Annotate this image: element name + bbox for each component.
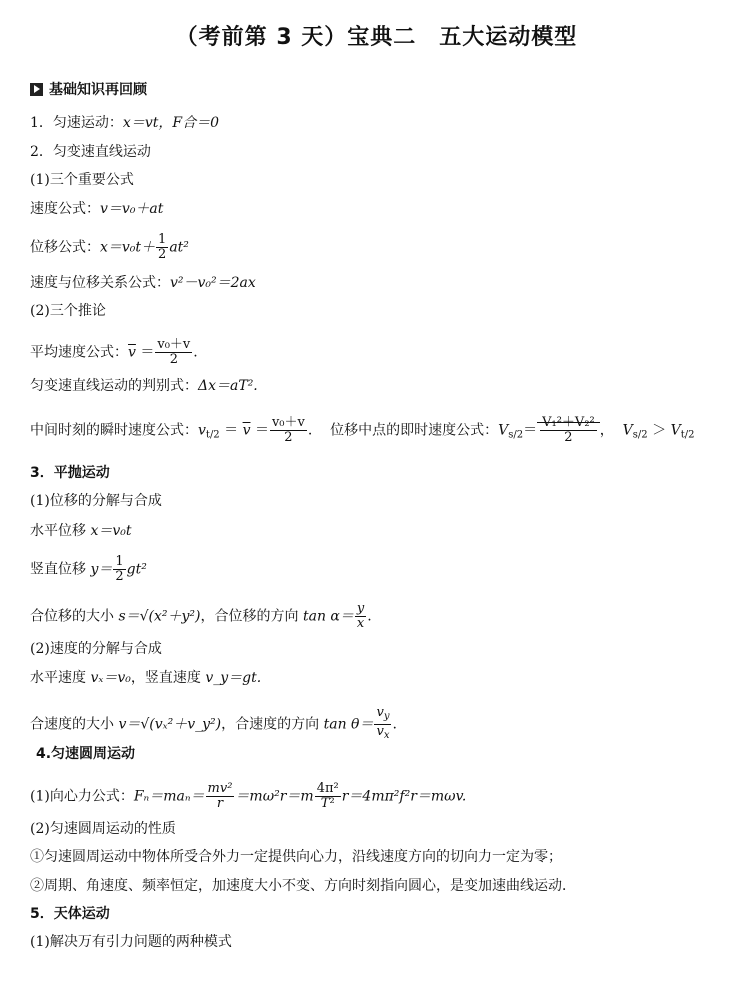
total-displacement: 合位移的大小 s＝√(x²＋y²)，合位移的方向 tan α＝ $\frac{y}{x}$ . bbox=[30, 601, 372, 631]
velocity-displacement-formula: 速度与位移关系公式：v²－v₀²＝2ax bbox=[30, 275, 256, 291]
property-2: ②周期、角速度、频率恒定，加速度大小不变、方向时刻指向圆心，是变加速曲线运动． bbox=[30, 878, 576, 894]
section-1: 1．匀速运动：x＝vt，F合＝0 bbox=[30, 115, 219, 131]
midpoint-velocity-formulas: 中间时刻的瞬时速度公式：$v_{t/2} = \overline{v}$ ＝ $\frac{\text{v₀＋v}}{2}$ . 位移中点的即时速度公式：$V_{s/2}=$ $\frac{\text{V₁²＋V₂²}}{2}$ ， $V_{s/2} > V_{t/2}$ bbox=[30, 415, 695, 445]
discriminant-formula: 匀变速直线运动的判别式：Δx＝aT². bbox=[30, 378, 258, 394]
velocity-components: 水平速度 vₓ＝v₀，竖直速度 v_y＝gt. bbox=[30, 670, 262, 686]
subsection-3-2: (2)速度的分解与合成 bbox=[30, 641, 162, 657]
property-1: ①匀速圆周运动中物体所受合外力一定提供向心力，沿线速度方向的切向力一定为零； bbox=[30, 849, 562, 865]
total-velocity: 合速度的大小 v＝√(vₓ²＋v_y²)，合速度的方向 tan θ＝ $\frac{v_y}{v_x}$ . bbox=[30, 705, 397, 741]
displacement-formula: 位移公式：x＝v₀t＋ $\frac{1}{2}$ at² bbox=[30, 232, 189, 262]
centripetal-force-formula: (1)向心力公式：Fₙ＝maₙ＝ $\frac{\text{mv²}}{r}$ ＝mω²r＝m $\frac{\text{4π²}}{\text{T²}}$ r＝4mπ²f²r＝mωv. bbox=[30, 781, 467, 811]
average-velocity-formula: 平均速度公式：$\overline{v}$ ＝ $\frac{\text{v₀＋v}}{2}$ . bbox=[30, 337, 198, 367]
subsection-2-1: (1)三个重要公式 bbox=[30, 172, 134, 188]
subsection-5-1: (1)解决万有引力问题的两种模式 bbox=[30, 934, 232, 950]
page-title: （考前第 3 天）宝典二 五大运动模型 bbox=[175, 25, 578, 50]
subsection-2-2: (2)三个推论 bbox=[30, 303, 106, 319]
velocity-formula: 速度公式：v＝v₀＋at bbox=[30, 201, 164, 217]
section-4-heading: 4.匀速圆周运动 bbox=[36, 746, 136, 762]
horizontal-displacement: 水平位移 x＝v₀t bbox=[30, 523, 132, 539]
vertical-displacement: 竖直位移 y＝ $\frac{1}{2}$ gt² bbox=[30, 554, 147, 584]
section-2-heading: 2．匀变速直线运动 bbox=[30, 144, 151, 160]
section-header: 基础知识再回顾 bbox=[30, 80, 147, 100]
subsection-4-2: (2)匀速圆周运动的性质 bbox=[30, 821, 176, 837]
section-3-heading: 3．平抛运动 bbox=[30, 465, 110, 481]
play-square-icon bbox=[30, 83, 43, 96]
section-5-heading: 5．天体运动 bbox=[30, 906, 110, 922]
subsection-3-1: (1)位移的分解与合成 bbox=[30, 493, 162, 509]
